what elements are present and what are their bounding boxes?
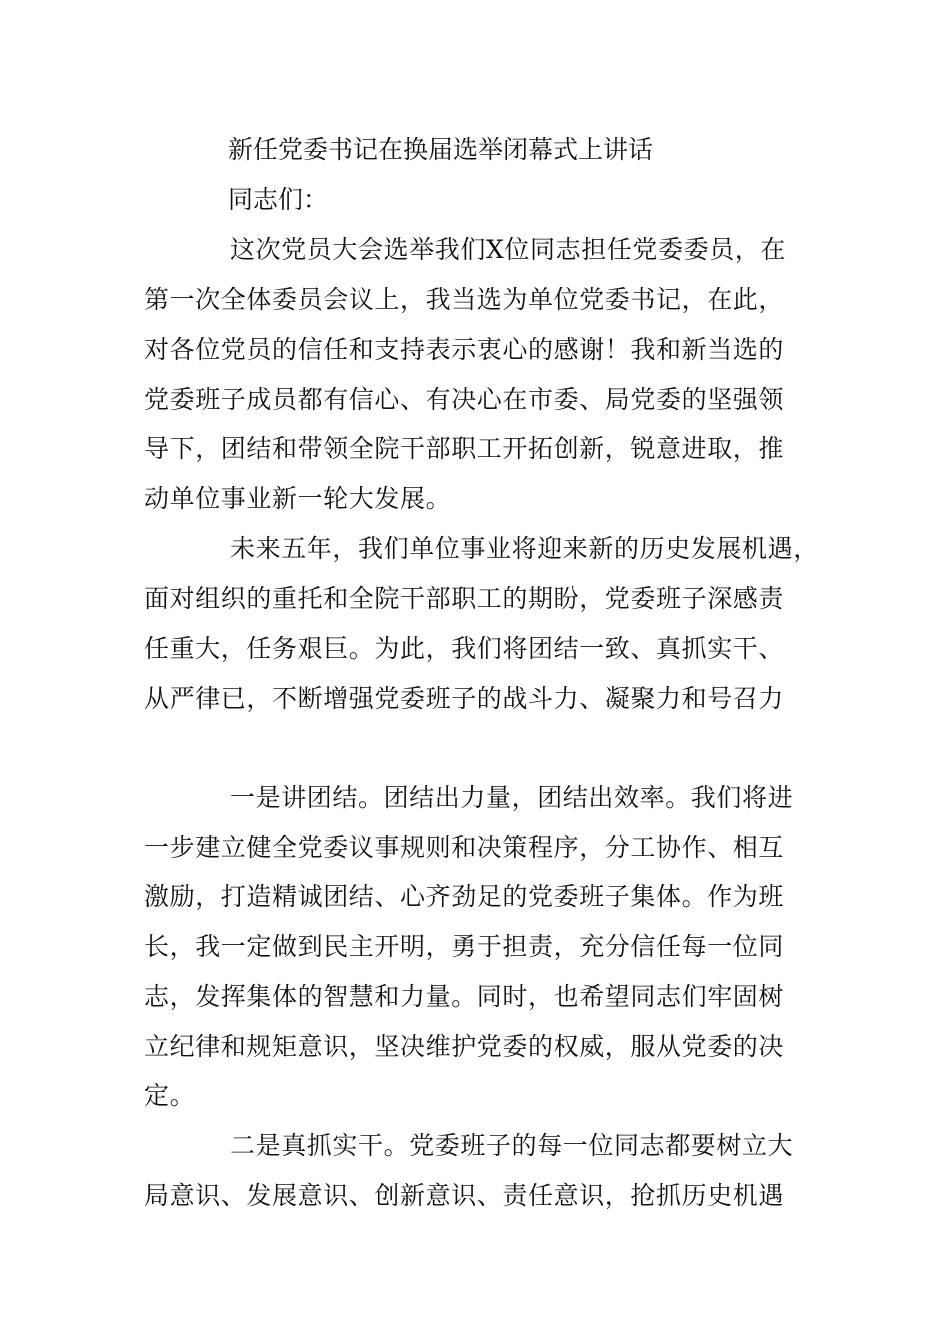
paragraph-line: 一是讲团结。团结出力量，团结出效率。我们将进 [230, 783, 794, 812]
paragraph-line: 激励，打造精诚团结、心齐劲足的党委班子集体。作为班 [144, 882, 785, 911]
paragraph-line: 导下，团结和带领全院干部职工开拓创新，锐意进取，推 [144, 434, 785, 463]
paragraph-line: 二是真抓实干。党委班子的每一位同志都要树立大 [230, 1131, 794, 1160]
paragraph-line: 未来五年，我们单位事业将迎来新的历史发展机遇， [230, 534, 819, 563]
paragraph-line: 党委班子成员都有信心、有决心在市委、局党委的坚强领 [144, 385, 785, 414]
paragraph-line: 第一次全体委员会议上，我当选为单位党委书记，在此， [144, 285, 785, 314]
paragraph-line: 立纪律和规矩意识，坚决维护党委的权威，服从党委的决 [144, 1032, 785, 1061]
paragraph-line: 长，我一定做到民主开明，勇于担责，充分信任每一位同 [144, 932, 785, 961]
paragraph-line: 志，发挥集体的智慧和力量。同时，也希望同志们牢固树 [144, 982, 785, 1011]
document-title: 新任党委书记在换届选举闭幕式上讲话 [228, 135, 654, 164]
paragraph-line: 从严律已，不断增强党委班子的战斗力、凝聚力和号召力 [144, 684, 785, 713]
paragraph-line: 定。 [144, 1081, 196, 1110]
paragraph-line: 任重大，任务艰巨。为此，我们将团结一致、真抓实干、 [144, 634, 785, 663]
paragraph-line: 局意识、发展意识、创新意识、责任意识，抢抓历史机遇 [144, 1181, 785, 1210]
paragraph-line: 一步建立健全党委议事规则和决策程序，分工协作、相互 [144, 833, 785, 862]
paragraph-line: 对各位党员的信任和支持表示衷心的感谢！我和新当选的 [144, 335, 785, 364]
salutation: 同志们： [228, 185, 329, 214]
paragraph-line: 动单位事业新一轮大发展。 [144, 484, 452, 513]
paragraph-line: 面对组织的重托和全院干部职工的期盼，党委班子深感责 [144, 584, 785, 613]
paragraph-line: 这次党员大会选举我们X位同志担任党委委员，在 [230, 235, 786, 264]
